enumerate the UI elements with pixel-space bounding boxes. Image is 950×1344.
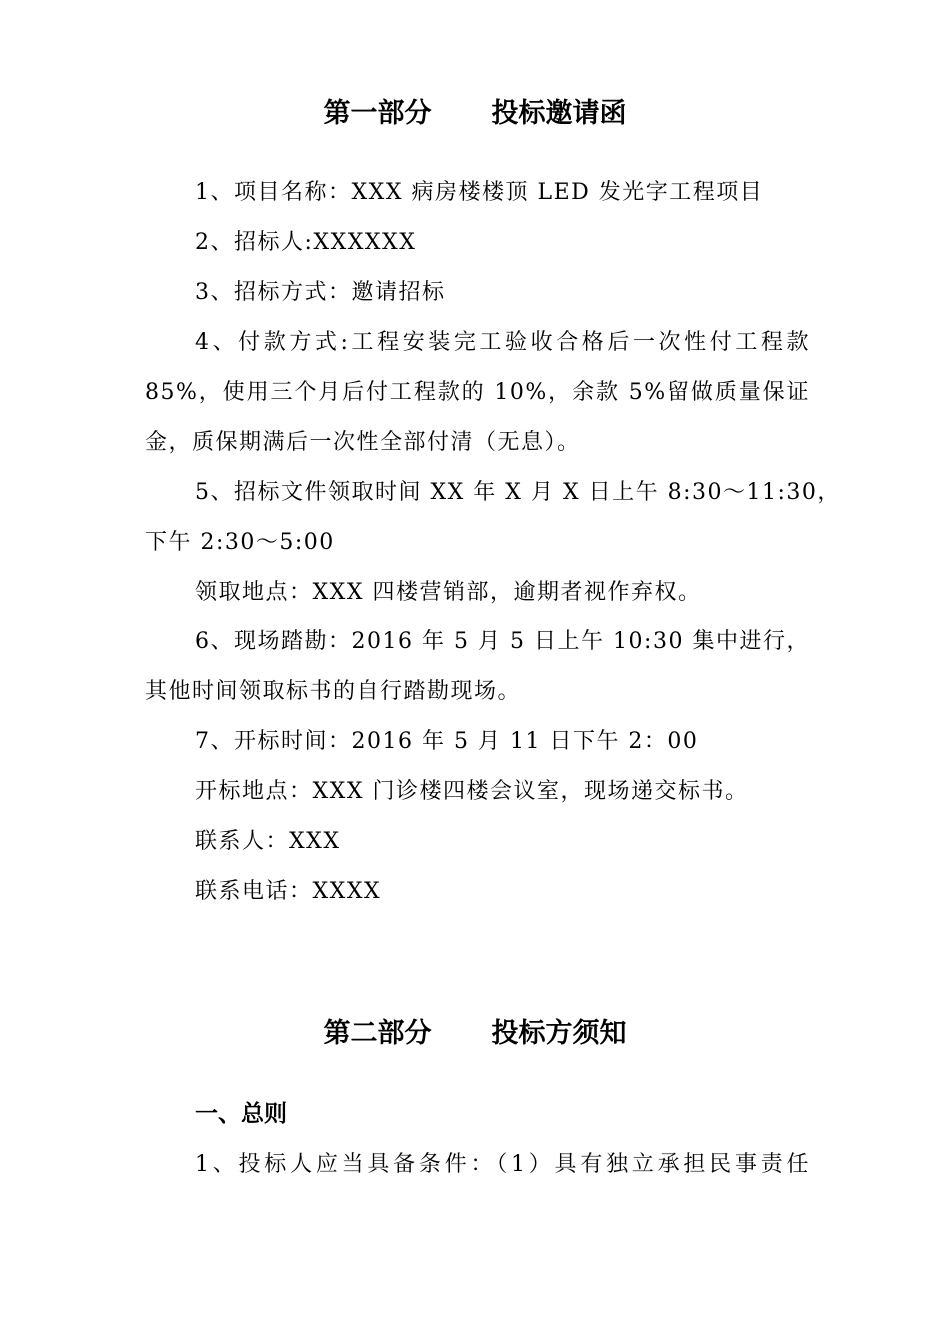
item-tender-method: 3、招标方式：邀请招标 [195, 280, 446, 305]
item-contact: 联系人：XXX [195, 829, 341, 854]
item-opening-time: 7、开标时间：2016 年 5 月 11 日下午 2：00 [195, 729, 699, 754]
item-phone: 联系电话：XXXX [195, 879, 382, 904]
part2-title [0, 1014, 950, 1054]
item-tenderer: 2、招标人:XXXXXX [195, 230, 417, 255]
part1-title-part: 第一部分 [323, 98, 432, 129]
item-payment-line-3: 金，质保期满后一次性全部付清（无息）。 [145, 430, 581, 455]
item-opening-place: 开标地点：XXX 门诊楼四楼会议室，现场递交标书。 [195, 779, 749, 804]
item-site-visit-line-1: 6、现场踏勘：2016 年 5 月 5 日上午 10:30 集中进行， [195, 629, 810, 654]
part1-title-name: 投标邀请函 [491, 98, 627, 129]
item-doc-time-line-1: 5、招标文件领取时间 XX 年 X 月 X 日上午 8:30～11:30， [195, 480, 841, 505]
item-site-visit-line-2: 其他时间领取标书的自行踏勘现场。 [145, 679, 522, 704]
item-bidder-conditions: 1、投标人应当具备条件：（1）具有独立承担民事责任 [195, 1152, 810, 1177]
item-doc-time-line-2: 下午 2:30～5:00 [145, 530, 335, 555]
item-payment-line-2: 85%，使用三个月后付工程款的 10%，余款 5%留做质量保证 [145, 380, 810, 405]
part2-title-part: 第二部分 [323, 1018, 432, 1049]
item-project-name: 1、项目名称：XXX 病房楼楼顶 LED 发光字工程项目 [195, 180, 764, 205]
item-payment-line-1: 4、付款方式:工程安装完工验收合格后一次性付工程款 [195, 330, 810, 355]
section-heading-general: 一、总则 [195, 1101, 287, 1127]
item-doc-place: 领取地点：XXX 四楼营销部，逾期者视作弃权。 [195, 580, 702, 605]
part1-title [0, 94, 950, 134]
part2-title-name: 投标方须知 [491, 1018, 627, 1049]
